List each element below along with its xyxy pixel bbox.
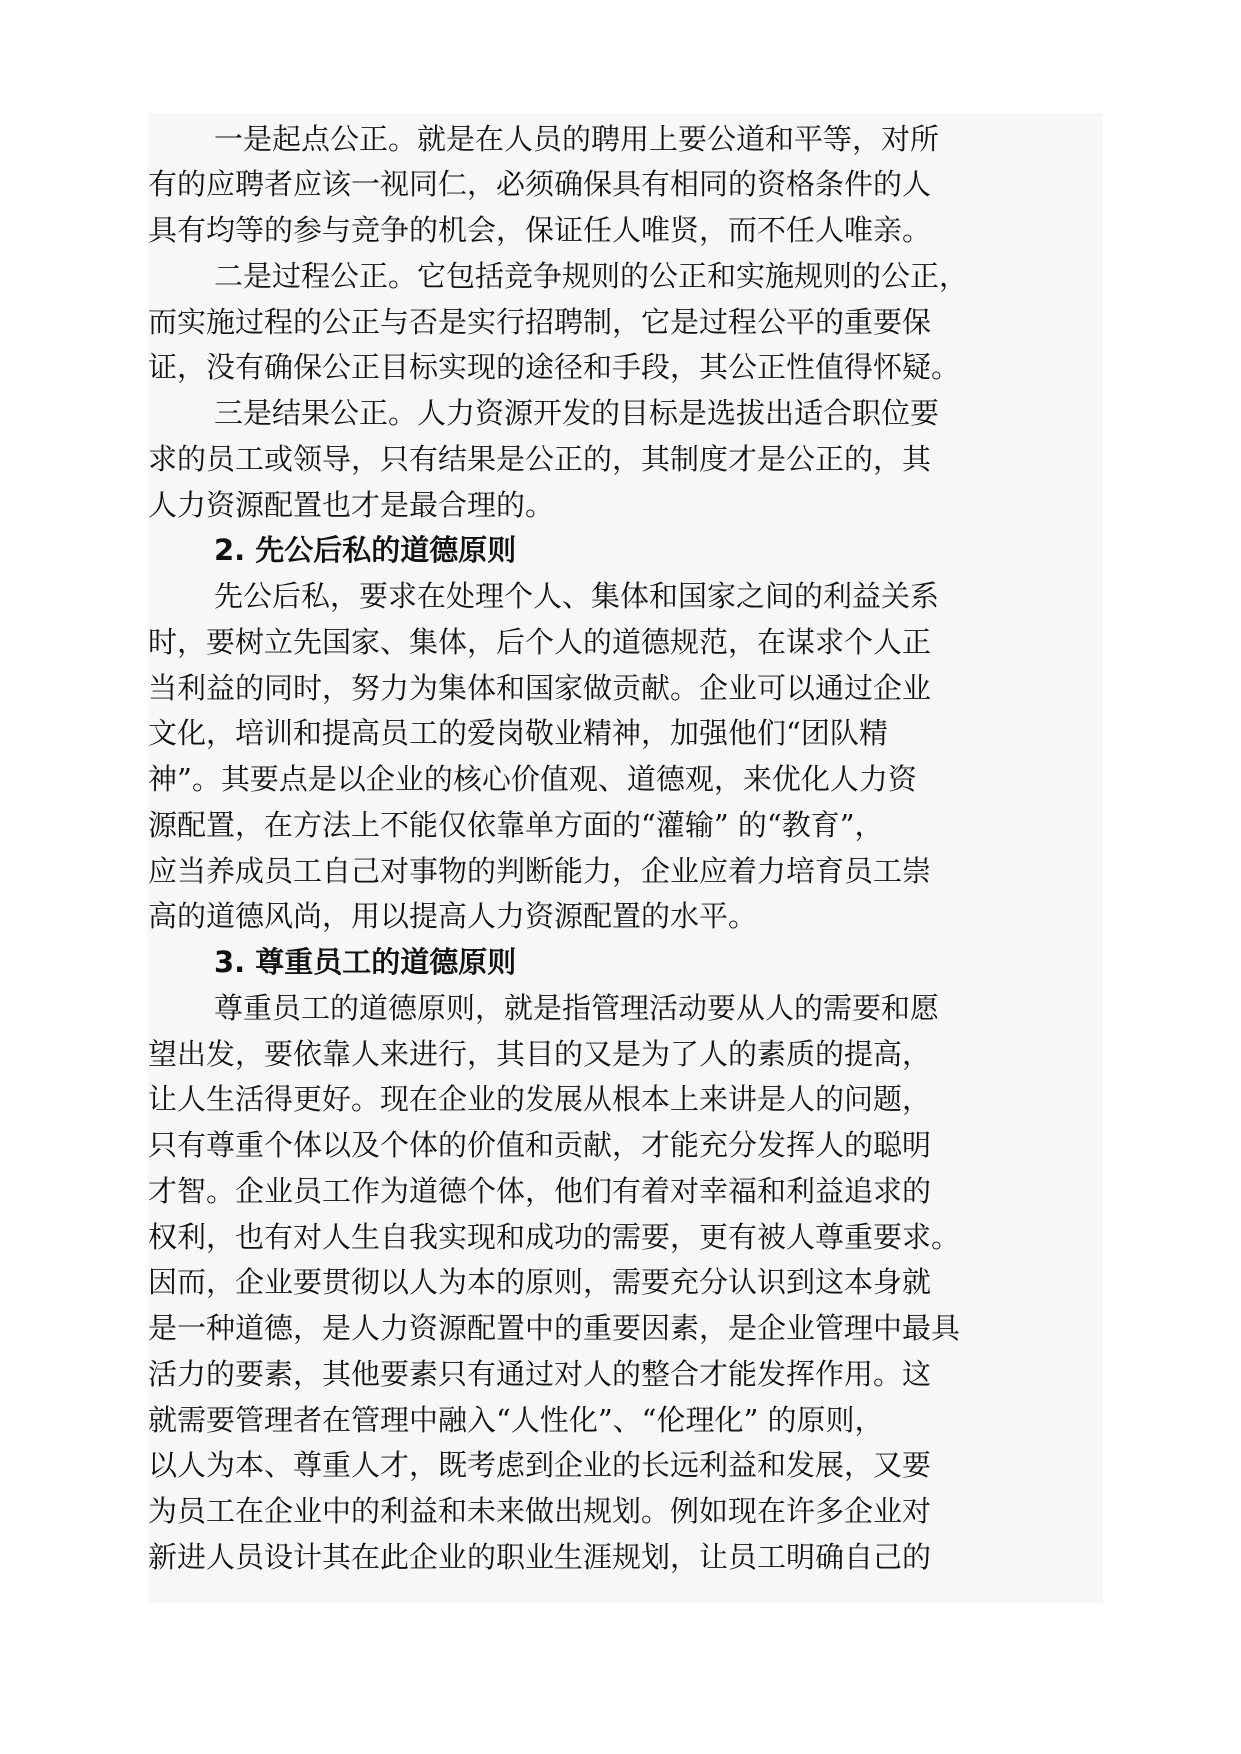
paragraph-line: 就需要管理者在管理中融入“人性化”、“伦理化” 的原则， (148, 1403, 884, 1437)
paragraph-line: 具有均等的参与竞争的机会，保证任人唯贤，而不任人唯亲。 (148, 213, 932, 247)
section-heading: 3. 尊重员工的道德原则 (214, 945, 517, 979)
paragraph-line: 应当养成员工自己对事物的判断能力，企业应着力培育员工崇 (148, 854, 932, 888)
paragraph-line: 人力资源配置也才是最合理的。 (148, 488, 555, 522)
paragraph-line: 才智。企业员工作为道德个体，他们有着对幸福和利益追求的 (148, 1174, 932, 1208)
paragraph-line: 活力的要素，其他要素只有通过对人的整合才能发挥作用。这 (148, 1357, 932, 1391)
paragraph-line: 只有尊重个体以及个体的价值和贡献，才能充分发挥人的聪明 (148, 1128, 932, 1162)
paragraph-line: 有的应聘者应该一视同仁，必须确保具有相同的资格条件的人 (148, 167, 932, 201)
paragraph-line: 证，没有确保公正目标实现的途径和手段，其公正性值得怀疑。 (148, 350, 961, 384)
paragraph-line: 文化，培训和提高员工的爱岗敬业精神，加强他们“团队精 (148, 716, 888, 750)
paragraph-line: 让人生活得更好。现在企业的发展从根本上来讲是人的问题， (148, 1082, 932, 1116)
paragraph-line: 而实施过程的公正与否是实行招聘制，它是过程公平的重要保 (148, 305, 932, 339)
paragraph-line: 因而，企业要贯彻以人为本的原则，需要充分认识到这本身就 (148, 1265, 932, 1299)
paragraph-line: 以人为本、尊重人才，既考虑到企业的长远利益和发展，又要 (148, 1448, 932, 1482)
paragraph-line: 时，要树立先国家、集体，后个人的道德规范，在谋求个人正 (148, 625, 932, 659)
paragraph-line: 先公后私，要求在处理个人、集体和国家之间的利益关系 (214, 579, 940, 613)
body-text (148, 113, 1103, 1603)
paragraph-line: 高的道德风尚，用以提高人力资源配置的水平。 (148, 899, 758, 933)
section-heading: 2. 先公后私的道德原则 (214, 533, 517, 567)
paragraph-line: 源配置，在方法上不能仅依靠单方面的“灌输” 的“教育”， (148, 808, 884, 842)
paragraph-line: 为员工在企业中的利益和未来做出规划。例如现在许多企业对 (148, 1494, 932, 1528)
paragraph-line: 神”。其要点是以企业的核心价值观、道德观，来优化人力资 (148, 762, 917, 796)
paragraph-line: 三是结果公正。人力资源开发的目标是选拔出适合职位要 (214, 396, 940, 430)
paragraph-line: 二是过程公正。它包括竞争规则的公正和实施规则的公正， (214, 259, 969, 293)
paragraph-line: 新进人员设计其在此企业的职业生涯规划，让员工明确自己的 (148, 1540, 932, 1574)
paragraph-line: 尊重员工的道德原则，就是指管理活动要从人的需要和愿 (214, 991, 940, 1025)
paragraph-line: 望出发，要依靠人来进行，其目的又是为了人的素质的提高， (148, 1037, 932, 1071)
paragraph-line: 是一种道德，是人力资源配置中的重要因素，是企业管理中最具 (148, 1311, 961, 1345)
paragraph-line: 求的员工或领导，只有结果是公正的，其制度才是公正的，其 (148, 442, 932, 476)
paragraph-line: 当利益的同时，努力为集体和国家做贡献。企业可以通过企业 (148, 671, 932, 705)
paragraph-line: 一是起点公正。就是在人员的聘用上要公道和平等，对所 (214, 122, 940, 156)
paragraph-line: 权利，也有对人生自我实现和成功的需要，更有被人尊重要求。 (148, 1220, 961, 1254)
